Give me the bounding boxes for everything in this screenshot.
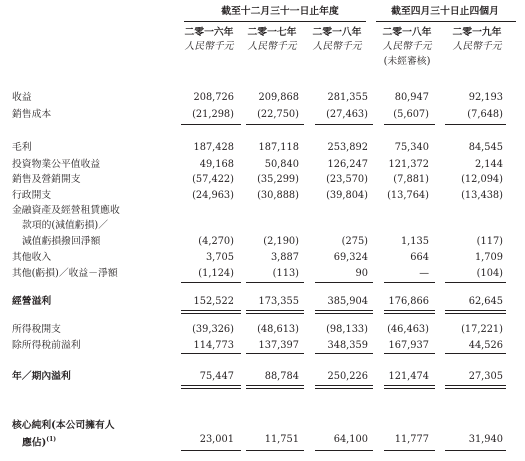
total-rule [181, 388, 241, 389]
table-cell: (24,963) [192, 190, 234, 201]
table-cell: 167,937 [388, 340, 429, 351]
row-label: 除所得稅前溢利 [12, 340, 81, 351]
table-cell: 11,777 [394, 434, 429, 445]
table-cell: (113) [272, 268, 299, 279]
total-rule [384, 310, 435, 311]
table-cell: (39,804) [326, 190, 368, 201]
total-rule [384, 313, 435, 314]
total-rule [181, 313, 241, 314]
table-cell: 208,726 [193, 92, 234, 103]
table-cell: (23,570) [326, 174, 368, 185]
row-label: 核心純利(本公司擁有人 [12, 420, 115, 431]
header-four-month-group: 截至四月三十日止四個月 [391, 6, 499, 17]
table-cell: (7,881) [393, 174, 429, 185]
table-cell: 173,355 [258, 296, 299, 307]
table-cell: 80,947 [394, 92, 429, 103]
footnote-marker: (1) [46, 436, 57, 443]
col-header-year-2018: 二零一八年 [312, 27, 362, 38]
col-header-unit-2017: 人民幣千元 [247, 41, 297, 52]
table-cell: (21,298) [192, 109, 234, 120]
table-cell: 88,784 [264, 371, 299, 382]
total-rule [445, 310, 506, 311]
header-fiscal-year-group: 截至十二月三十一日止年度 [221, 6, 339, 17]
total-rule [315, 310, 373, 311]
table-cell: 114,773 [193, 340, 234, 351]
subtotal-rule [445, 282, 506, 283]
table-cell: 75,340 [394, 142, 429, 153]
row-label: 行政開支 [12, 190, 52, 201]
table-cell: 27,305 [468, 371, 503, 382]
table-cell: (17,221) [461, 324, 503, 335]
table-cell: 348,359 [327, 340, 368, 351]
table-cell: 250,226 [327, 371, 368, 382]
table-cell: 3,887 [270, 252, 299, 263]
table-cell: (30,888) [257, 190, 299, 201]
total-rule [181, 385, 241, 386]
row-label: 收益 [12, 92, 32, 103]
table-cell: 187,428 [193, 142, 234, 153]
subtotal-rule [445, 124, 506, 125]
table-cell: (35,299) [257, 174, 299, 185]
row-label: 年／期內溢利 [12, 371, 71, 382]
total-rule [315, 385, 373, 386]
row-label: 應佔)$^{(1)}$ [22, 436, 57, 449]
table-cell: (13,764) [387, 190, 429, 201]
total-rule [384, 385, 435, 386]
table-cell: 253,892 [327, 142, 368, 153]
col-header-year-2016: 二零一六年 [184, 27, 234, 38]
subtotal-rule [246, 282, 304, 283]
total-rule [181, 310, 241, 311]
row-label: 銷售及營銷開支 [12, 174, 81, 185]
table-cell: 50,840 [264, 159, 299, 170]
table-cell: — [419, 268, 429, 279]
table-cell: 1,709 [474, 252, 503, 263]
col-header-unit-2019-4m: 人民幣千元 [452, 41, 502, 52]
subtotal-rule [315, 353, 373, 354]
table-cell: (98,133) [326, 324, 368, 335]
subtotal-rule [181, 450, 241, 451]
table-cell: 385,904 [327, 296, 368, 307]
total-rule [315, 388, 373, 389]
table-cell: (1,124) [198, 268, 234, 279]
table-cell: 92,193 [468, 92, 503, 103]
row-label: 減值虧損撥回淨額 [22, 236, 101, 247]
table-cell: 281,355 [327, 92, 368, 103]
table-cell: (13,438) [461, 190, 503, 201]
total-rule [246, 313, 304, 314]
subtotal-rule [315, 282, 373, 283]
table-cell: (2,190) [263, 236, 299, 247]
row-label: 投資物業公平值收益 [12, 159, 101, 170]
row-label: 經營溢利 [12, 296, 52, 307]
subtotal-rule [181, 353, 241, 354]
col-header-year-2018-4m: 二零一八年 [382, 27, 432, 38]
table-cell: 64,100 [333, 434, 368, 445]
table-cell: 49,168 [199, 159, 234, 170]
table-cell: (39,326) [192, 324, 234, 335]
subtotal-rule [384, 353, 435, 354]
subtotal-rule [384, 124, 435, 125]
table-cell: (275) [341, 236, 368, 247]
table-cell: 121,474 [388, 371, 429, 382]
table-cell: 90 [355, 268, 368, 279]
table-cell: 23,001 [199, 434, 234, 445]
table-cell: 44,526 [468, 340, 503, 351]
col-header-unit-2018-4m: 人民幣千元 [382, 41, 432, 52]
table-cell: 137,397 [258, 340, 299, 351]
subtotal-rule [315, 450, 373, 451]
row-label: 其他(虧損)／收益－淨額 [12, 268, 118, 279]
subtotal-rule [315, 124, 373, 125]
subtotal-rule [246, 124, 304, 125]
subtotal-rule [384, 282, 435, 283]
col-header-unit-2016: 人民幣千元 [184, 41, 234, 52]
table-cell: (48,613) [257, 324, 299, 335]
table-cell: 121,372 [388, 159, 429, 170]
subtotal-rule [181, 124, 241, 125]
total-rule [246, 310, 304, 311]
total-rule [315, 313, 373, 314]
table-cell: 126,247 [327, 159, 368, 170]
table-cell: (5,607) [393, 109, 429, 120]
table-cell: (22,750) [257, 109, 299, 120]
table-cell: 3,705 [205, 252, 234, 263]
table-cell: 69,324 [333, 252, 368, 263]
total-rule [445, 388, 506, 389]
subtotal-rule [181, 282, 241, 283]
header-group-divider-fy [184, 21, 366, 22]
col-header-unaudited-note: (未經審核) [383, 56, 431, 67]
table-cell: 11,751 [264, 434, 299, 445]
table-cell: 1,135 [400, 236, 429, 247]
total-rule [445, 385, 506, 386]
table-cell: 176,866 [388, 296, 429, 307]
table-cell: (117) [476, 236, 503, 247]
table-cell: (27,463) [326, 109, 368, 120]
table-cell: (12,094) [461, 174, 503, 185]
col-header-unit-2018: 人民幣千元 [312, 41, 362, 52]
row-label: 毛利 [12, 142, 32, 153]
table-cell: 62,645 [468, 296, 503, 307]
subtotal-rule [445, 353, 506, 354]
total-rule [246, 385, 304, 386]
total-rule [246, 388, 304, 389]
table-cell: (7,648) [467, 109, 503, 120]
row-label: 所得稅開支 [12, 324, 61, 335]
total-rule [384, 388, 435, 389]
table-cell: 84,545 [468, 142, 503, 153]
table-cell: (4,270) [198, 236, 234, 247]
total-rule [445, 313, 506, 314]
table-cell: 209,868 [258, 92, 299, 103]
col-header-year-2019-4m: 二零一九年 [452, 27, 502, 38]
table-cell: 75,447 [199, 371, 234, 382]
row-label: 金融資產及經營租賃應收 [12, 205, 120, 216]
table-cell: (46,463) [387, 324, 429, 335]
table-cell: 152,522 [193, 296, 234, 307]
row-label: 款項的(減值虧損)／ [22, 220, 109, 231]
header-group-divider-4m [376, 21, 516, 22]
table-cell: (57,422) [192, 174, 234, 185]
table-cell: 2,144 [474, 159, 503, 170]
row-label: 銷售成本 [12, 109, 52, 120]
subtotal-rule [384, 450, 435, 451]
table-cell: 664 [410, 252, 429, 263]
subtotal-rule [246, 450, 304, 451]
row-label: 其他收入 [12, 252, 52, 263]
table-cell: (104) [476, 268, 503, 279]
subtotal-rule [246, 353, 304, 354]
subtotal-rule [445, 450, 506, 451]
table-cell: 31,940 [468, 434, 503, 445]
col-header-year-2017: 二零一七年 [247, 27, 297, 38]
table-cell: 187,118 [258, 142, 299, 153]
